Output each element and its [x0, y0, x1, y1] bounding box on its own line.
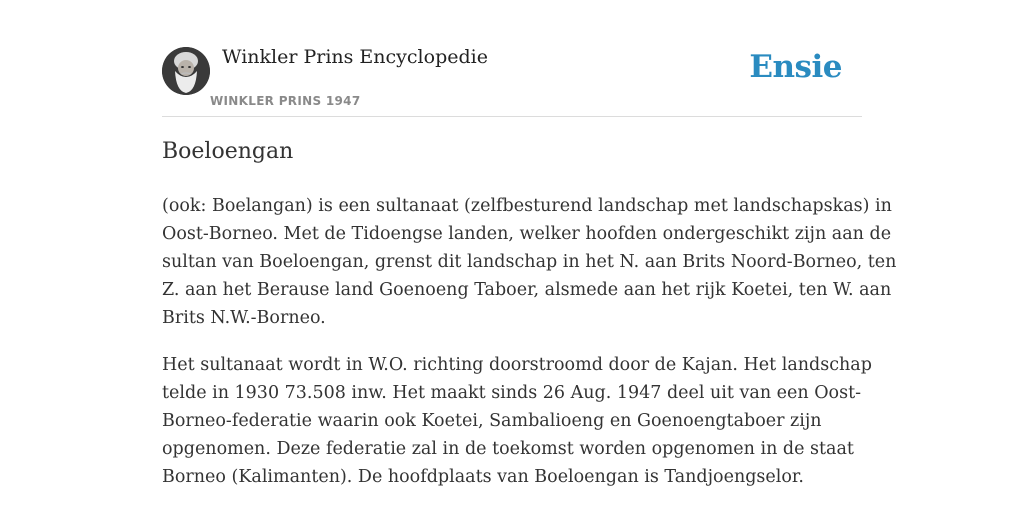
avatar-icon: [162, 47, 210, 95]
article-paragraph: [162, 192, 897, 332]
site-header: [162, 40, 862, 117]
paragraph-line: Oost-Borneo. Met de Tidoengse landen, welker hoofden ondergeschikt zijn aan de: [162, 224, 892, 244]
site-title[interactable]: Winkler Prins Encyclopedie: [222, 46, 488, 68]
article-paragraph: [162, 351, 872, 491]
paragraph-line: Het sultanaat wordt in W.O. richting doorstroomd door de Kajan. Het landschap: [162, 355, 872, 375]
paragraph-line: Borneo-federatie waarin ook Koetei, Sambalioeng en Goenoengtaboer zijn: [162, 411, 822, 431]
paragraph-line: telde in 1930 73.508 inw. Het maakt sinds 26 Aug. 1947 deel uit van een Oost-: [162, 383, 862, 403]
paragraph-line: opgenomen. Deze federatie zal in de toekomst worden opgenomen in de staat: [162, 439, 854, 459]
source-label[interactable]: WINKLER PRINS 1947: [210, 94, 361, 108]
article-title: Boeloengan: [162, 139, 294, 164]
paragraph-line: Brits N.W.-Borneo.: [162, 308, 326, 328]
paragraph-line: (ook: Boelangan) is een sultanaat (zelfbesturend landschap met landschapskas) in: [162, 196, 892, 216]
brand-logo[interactable]: Ensie: [749, 49, 842, 85]
paragraph-line: sultan van Boeloengan, grenst dit landschap in het N. aan Brits Noord-Borneo, ten: [162, 252, 897, 272]
paragraph-line: Z. aan het Berause land Goenoeng Taboer, alsmede aan het rijk Koetei, ten W. aan: [162, 280, 892, 300]
paragraph-line: Borneo (Kalimanten). De hoofdplaats van Boeloengan is Tandjoengselor.: [162, 467, 804, 487]
